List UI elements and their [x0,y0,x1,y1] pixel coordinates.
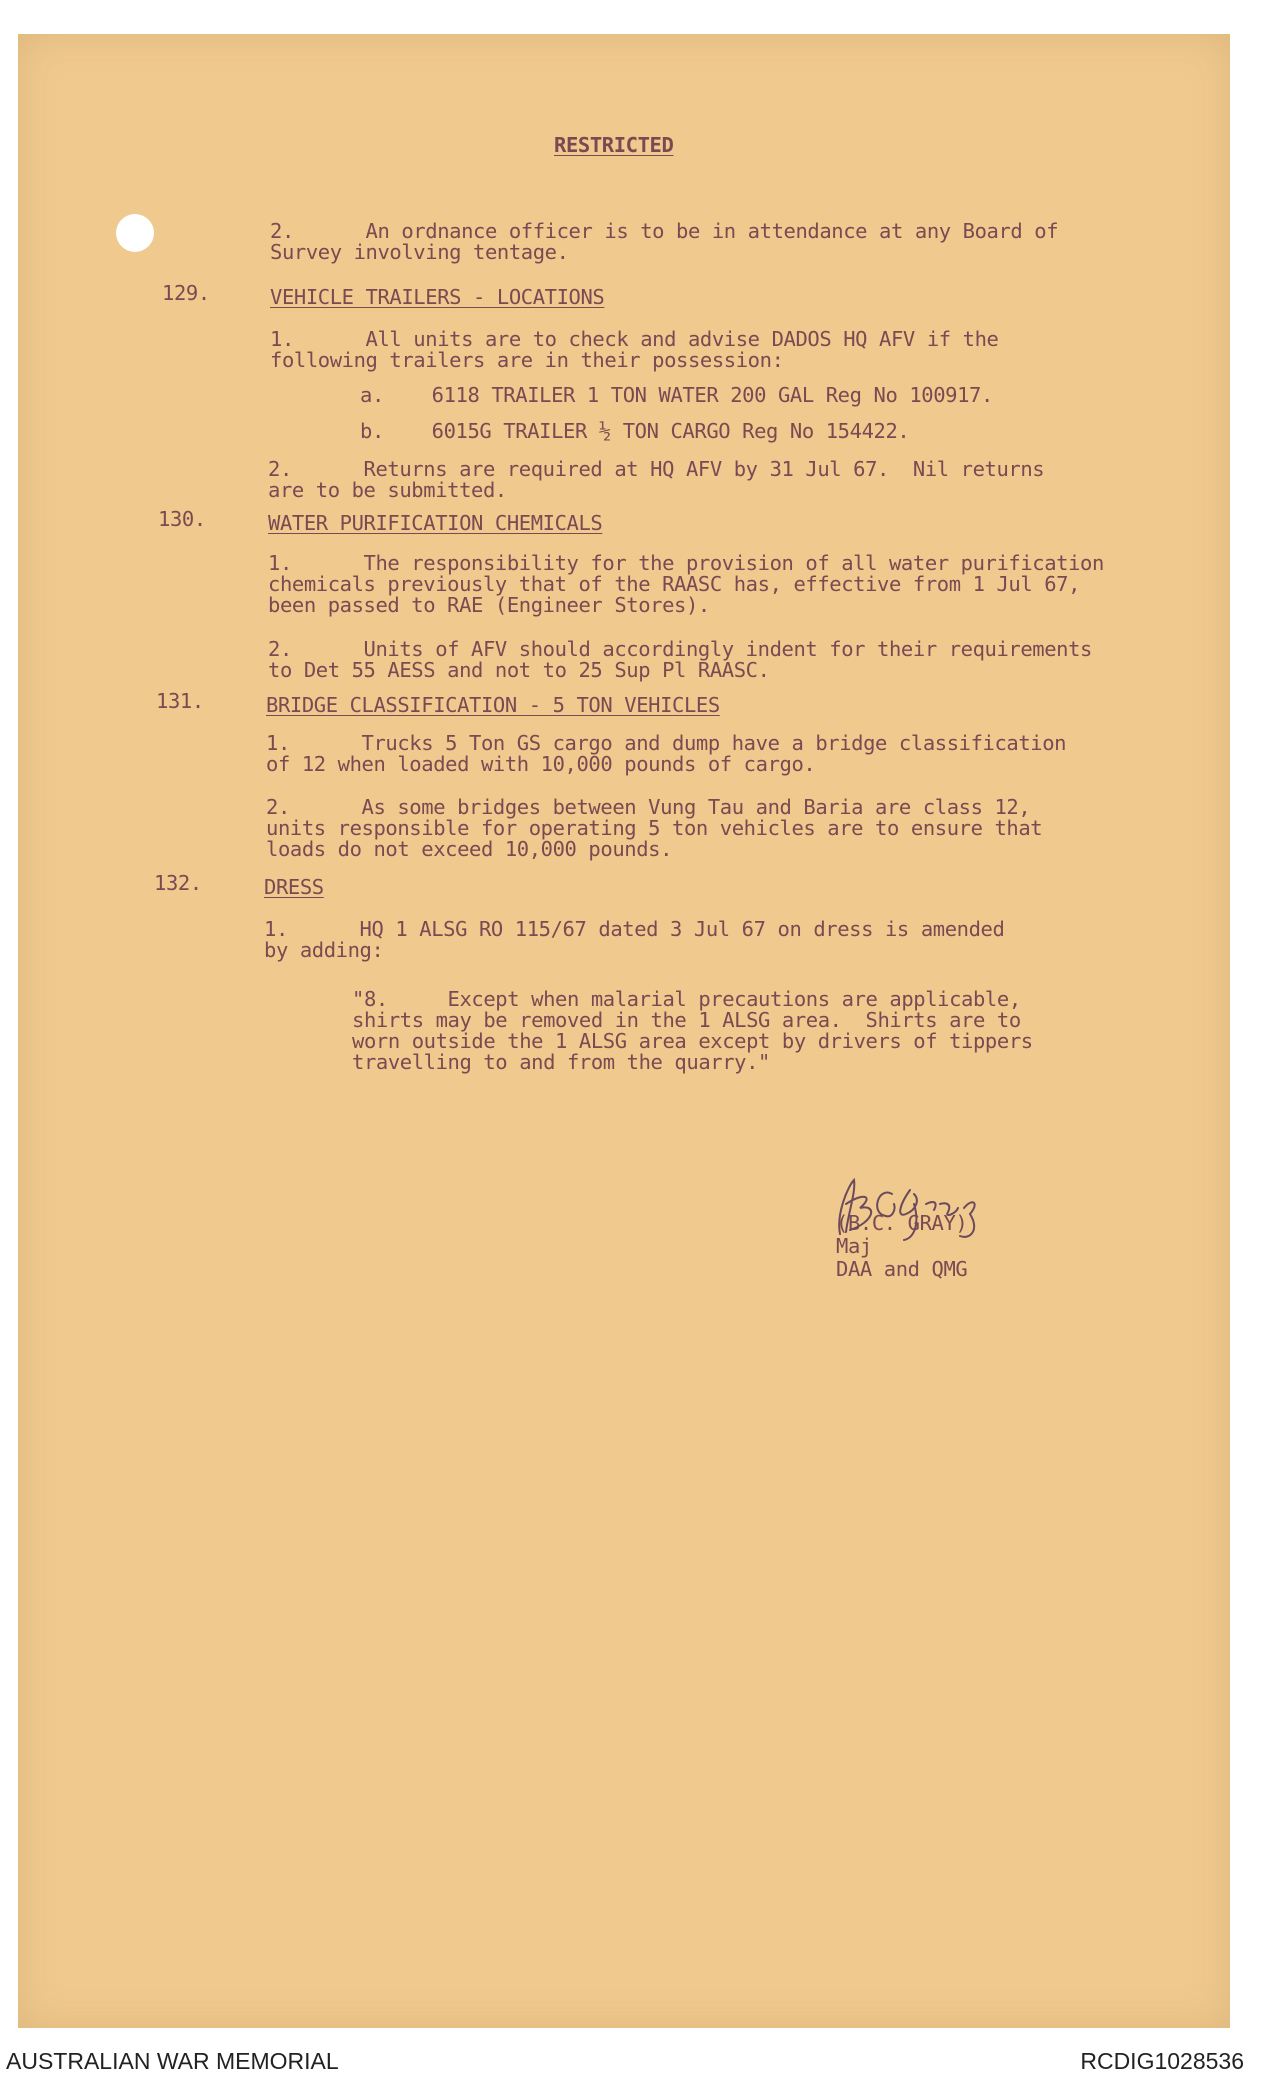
para-129-1-line-2: following trailers are in their possession: [270,348,784,372]
section-heading-130: WATER PURIFICATION CHEMICALS [268,511,603,535]
para-129-item-b: b. 6015G TRAILER ½ TON CARGO Reg No 154422. [360,419,910,443]
para-132-1-line-1: 1. HQ 1 ALSG RO 115/67 dated 3 Jul 67 on dress is amended [264,917,1005,941]
signatory-appointment: DAA and QMG [836,1257,968,1281]
section-heading-131: BRIDGE CLASSIFICATION - 5 TON VEHICLES [266,693,720,717]
para-131-2-line-3: loads do not exceed 10,000 pounds. [266,837,673,861]
para-129-1-line-1: 1. All units are to check and advise DADOS HQ AFV if the [270,327,999,351]
footer-institution: AUSTRALIAN WAR MEMORIAL [6,2048,339,2074]
para-130-1-line-2: chemicals previously that of the RAASC has, effective from 1 Jul 67, [268,572,1081,596]
section-heading-129: VEHICLE TRAILERS - LOCATIONS [270,285,605,309]
document-body [18,34,1230,2028]
para-130-1-line-3: been passed to RAE (Engineer Stores). [268,593,710,617]
document-sheet [18,34,1230,2028]
para-129-2-line-2: are to be submitted. [268,478,507,502]
section-number-130: 130. [158,507,206,531]
para-131-2-line-2: units responsible for operating 5 ton vehicles are to ensure that [266,816,1043,840]
section-number-129: 129. [162,281,210,305]
quote-line-4: travelling to and from the quarry." [352,1050,770,1074]
footer-record-id: RCDIG1028536 [1080,2048,1244,2074]
section-number-131: 131. [156,689,204,713]
signatory-name: (B.C. GRAY) [836,1211,968,1235]
signatory-rank: Maj [836,1234,872,1258]
section-number-132: 132. [154,871,202,895]
para-128-2-line-2: Survey involving tentage. [270,240,569,264]
para-128-2-line-1: 2. An ordnance officer is to be in attendance at any Board of [270,219,1059,243]
classification-marking: RESTRICTED [554,133,674,157]
para-131-1-line-1: 1. Trucks 5 Ton GS cargo and dump have a bridge classification [266,731,1067,755]
para-129-item-a: a. 6118 TRAILER 1 TON WATER 200 GAL Reg No 100917. [360,383,993,407]
quote-line-3: worn outside the 1 ALSG area except by drivers of tippers [352,1029,1033,1053]
para-131-1-line-2: of 12 when loaded with 10,000 pounds of cargo. [266,752,816,776]
quote-line-2: shirts may be removed in the 1 ALSG area. Shirts are to [352,1008,1021,1032]
section-heading-132: DRESS [264,875,324,899]
para-130-2-line-1: 2. Units of AFV should accordingly indent for their requirements [268,637,1093,661]
para-132-1-line-2: by adding: [264,938,384,962]
para-129-2-line-1: 2. Returns are required at HQ AFV by 31 Jul 67. Nil returns [268,457,1045,481]
para-130-1-line-1: 1. The responsibility for the provision of all water purification [268,551,1104,575]
handwritten-signature [830,1174,1000,1244]
para-131-2-line-1: 2. As some bridges between Vung Tau and Baria are class 12, [266,795,1031,819]
signature-block [836,1212,967,1281]
quote-line-1: "8. Except when malarial precautions are applicable, [352,987,1021,1011]
para-130-2-line-2: to Det 55 AESS and not to 25 Sup Pl RAASC. [268,658,770,682]
